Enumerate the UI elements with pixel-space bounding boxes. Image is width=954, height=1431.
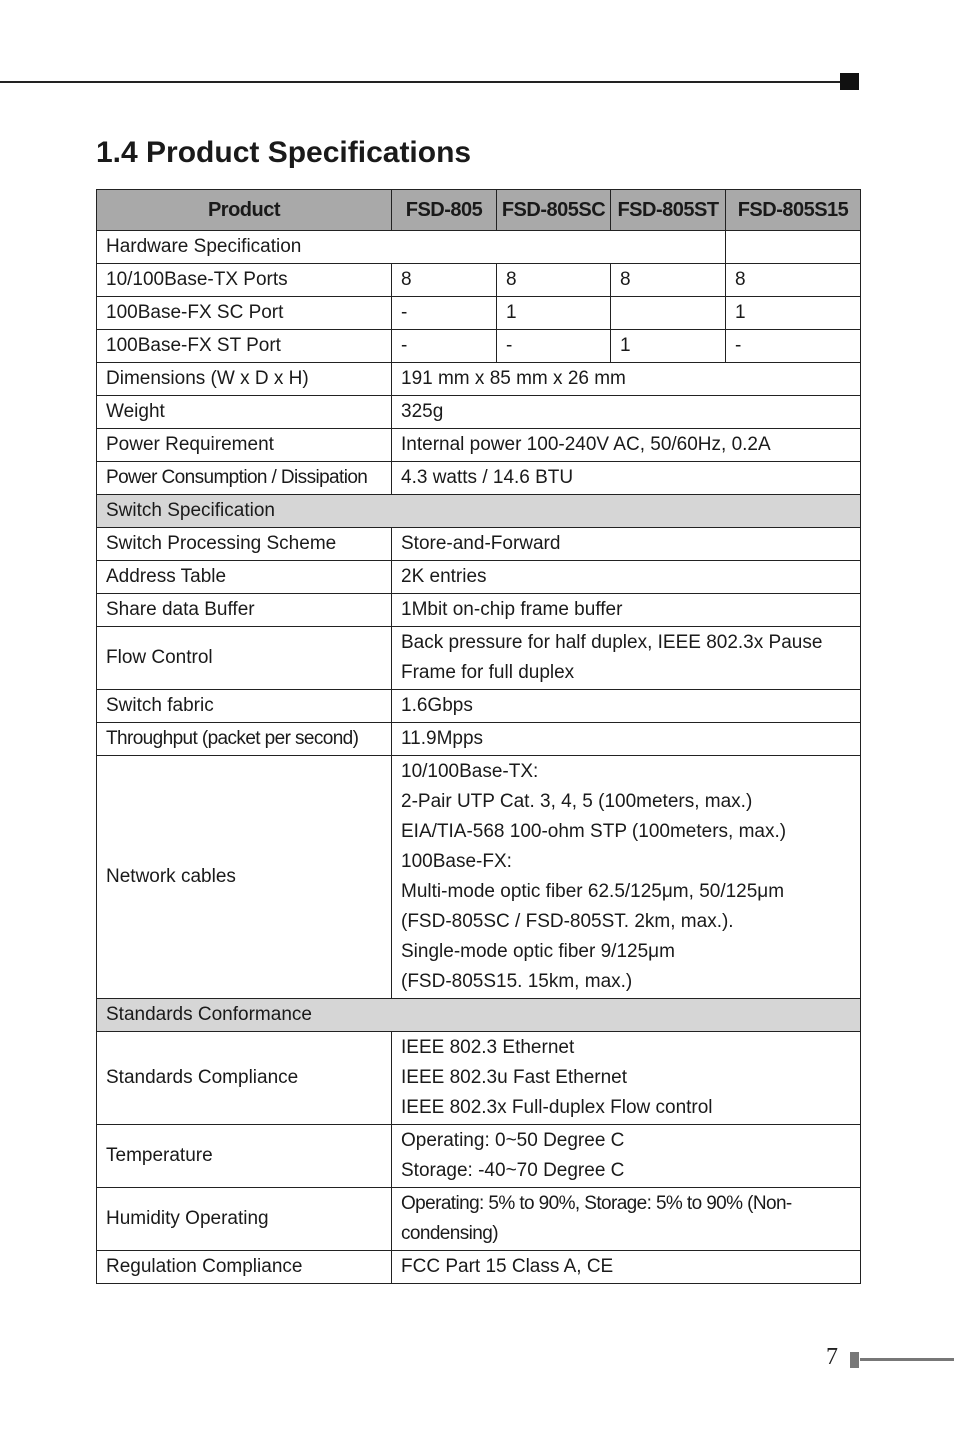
- table-cell: Store-and-Forward: [392, 528, 861, 561]
- table-row: [97, 396, 861, 429]
- row-label: Network cables: [97, 756, 392, 999]
- row-label: Switch Processing Scheme: [97, 528, 392, 561]
- table-row: [97, 429, 861, 462]
- table-cell: 4.3 watts / 14.6 BTU: [392, 462, 861, 495]
- cell-line: IEEE 802.3 Ethernet: [401, 1037, 575, 1058]
- cell-line: condensing): [401, 1223, 498, 1244]
- row-label: Switch fabric: [97, 690, 392, 723]
- cell-line: Back pressure for half duplex, IEEE 802.3x Pause: [401, 632, 823, 653]
- header-fsd-805sc: FSD-805SC: [497, 190, 611, 231]
- table-cell: 191 mm x 85 mm x 26 mm: [392, 363, 861, 396]
- table-cell: [726, 231, 861, 264]
- table-cell: 1: [611, 330, 726, 363]
- section-hardware: Hardware Specification: [97, 231, 726, 264]
- table-cell: -: [392, 330, 497, 363]
- table-row: [97, 1188, 861, 1251]
- cell-line: EIA/TIA-568 100-ohm STP (100meters, max.): [401, 821, 787, 842]
- table-row: [97, 594, 861, 627]
- row-label: Throughput (packet per second): [97, 723, 392, 756]
- section-switch: Switch Specification: [97, 495, 861, 528]
- table-row: [97, 756, 861, 999]
- table-row: [97, 297, 861, 330]
- cell-line: Single-mode optic fiber 9/125μm: [401, 941, 675, 962]
- row-label: Address Table: [97, 561, 392, 594]
- table-row: [97, 528, 861, 561]
- table-cell: [392, 756, 861, 999]
- header-marker: [840, 73, 859, 90]
- table-cell: [611, 297, 726, 330]
- table-cell: [392, 1188, 861, 1251]
- table-row: [97, 627, 861, 690]
- table-cell: 8: [497, 264, 611, 297]
- table-cell: 2K entries: [392, 561, 861, 594]
- table-row: [97, 495, 861, 528]
- table-row: [97, 231, 861, 264]
- row-label: Power Requirement: [97, 429, 392, 462]
- row-label: 100Base-FX SC Port: [97, 297, 392, 330]
- header-product: Product: [97, 190, 392, 231]
- table-cell: 1: [726, 297, 861, 330]
- table-row: [97, 264, 861, 297]
- table-cell: 1Mbit on-chip frame buffer: [392, 594, 861, 627]
- table-cell: 1: [497, 297, 611, 330]
- table-cell: Internal power 100-240V AC, 50/60Hz, 0.2A: [392, 429, 861, 462]
- table-cell: [392, 1032, 861, 1125]
- row-label: Standards Compliance: [97, 1032, 392, 1125]
- table-cell: 8: [726, 264, 861, 297]
- table-cell: 8: [392, 264, 497, 297]
- cell-line: Multi-mode optic fiber 62.5/125μm, 50/125μm: [401, 881, 785, 902]
- cell-line: Storage: -40~70 Degree C: [401, 1160, 625, 1181]
- cell-line: 10/100Base-TX:: [401, 761, 539, 782]
- table-cell: FCC Part 15 Class A, CE: [392, 1251, 861, 1284]
- table-cell: [392, 627, 861, 690]
- cell-line: 100Base-FX:: [401, 851, 512, 872]
- table-row: [97, 1032, 861, 1125]
- row-label: Humidity Operating: [97, 1188, 392, 1251]
- cell-line: (FSD-805SC / FSD-805ST. 2km, max.).: [401, 911, 734, 932]
- table-header-row: [97, 190, 861, 231]
- row-label: Dimensions (W x D x H): [97, 363, 392, 396]
- spec-table: [96, 189, 861, 1284]
- cell-line: Operating: 0~50 Degree C: [401, 1130, 625, 1151]
- table-row: [97, 561, 861, 594]
- footer-rule: [860, 1358, 954, 1361]
- section-standards: Standards Conformance: [97, 999, 861, 1032]
- row-label: Regulation Compliance: [97, 1251, 392, 1284]
- page-title: 1.4 Product Specifications: [96, 136, 472, 169]
- header-fsd-805st: FSD-805ST: [611, 190, 726, 231]
- table-row: [97, 1125, 861, 1188]
- table-cell: 1.6Gbps: [392, 690, 861, 723]
- row-label: 10/100Base-TX Ports: [97, 264, 392, 297]
- table-row: [97, 462, 861, 495]
- cell-line: IEEE 802.3x Full-duplex Flow control: [401, 1097, 713, 1118]
- table-row: [97, 999, 861, 1032]
- header-fsd-805s15: FSD-805S15: [726, 190, 861, 231]
- row-label: Temperature: [97, 1125, 392, 1188]
- row-label: 100Base-FX ST Port: [97, 330, 392, 363]
- table-cell: -: [497, 330, 611, 363]
- table-row: [97, 723, 861, 756]
- table-row: [97, 363, 861, 396]
- cell-line: (FSD-805S15. 15km, max.): [401, 971, 633, 992]
- cell-line: Operating: 5% to 90%, Storage: 5% to 90% (Non-: [401, 1193, 792, 1214]
- table-cell: -: [392, 297, 497, 330]
- table-row: [97, 1251, 861, 1284]
- table-cell: 11.9Mpps: [392, 723, 861, 756]
- cell-line: 2-Pair UTP Cat. 3, 4, 5 (100meters, max.): [401, 791, 753, 812]
- row-label: Weight: [97, 396, 392, 429]
- table-cell: 325g: [392, 396, 861, 429]
- row-label: Share data Buffer: [97, 594, 392, 627]
- footer-marker: [850, 1352, 859, 1368]
- header-fsd-805: FSD-805: [392, 190, 497, 231]
- table-cell: -: [726, 330, 861, 363]
- table-cell: 8: [611, 264, 726, 297]
- cell-line: IEEE 802.3u Fast Ethernet: [401, 1067, 628, 1088]
- cell-line: Frame for full duplex: [401, 662, 575, 683]
- table-row: [97, 690, 861, 723]
- table-row: [97, 330, 861, 363]
- header-rule: [0, 81, 842, 83]
- row-label: Power Consumption / Dissipation: [97, 462, 392, 495]
- page-number: 7: [826, 1344, 838, 1370]
- table-cell: [392, 1125, 861, 1188]
- row-label: Flow Control: [97, 627, 392, 690]
